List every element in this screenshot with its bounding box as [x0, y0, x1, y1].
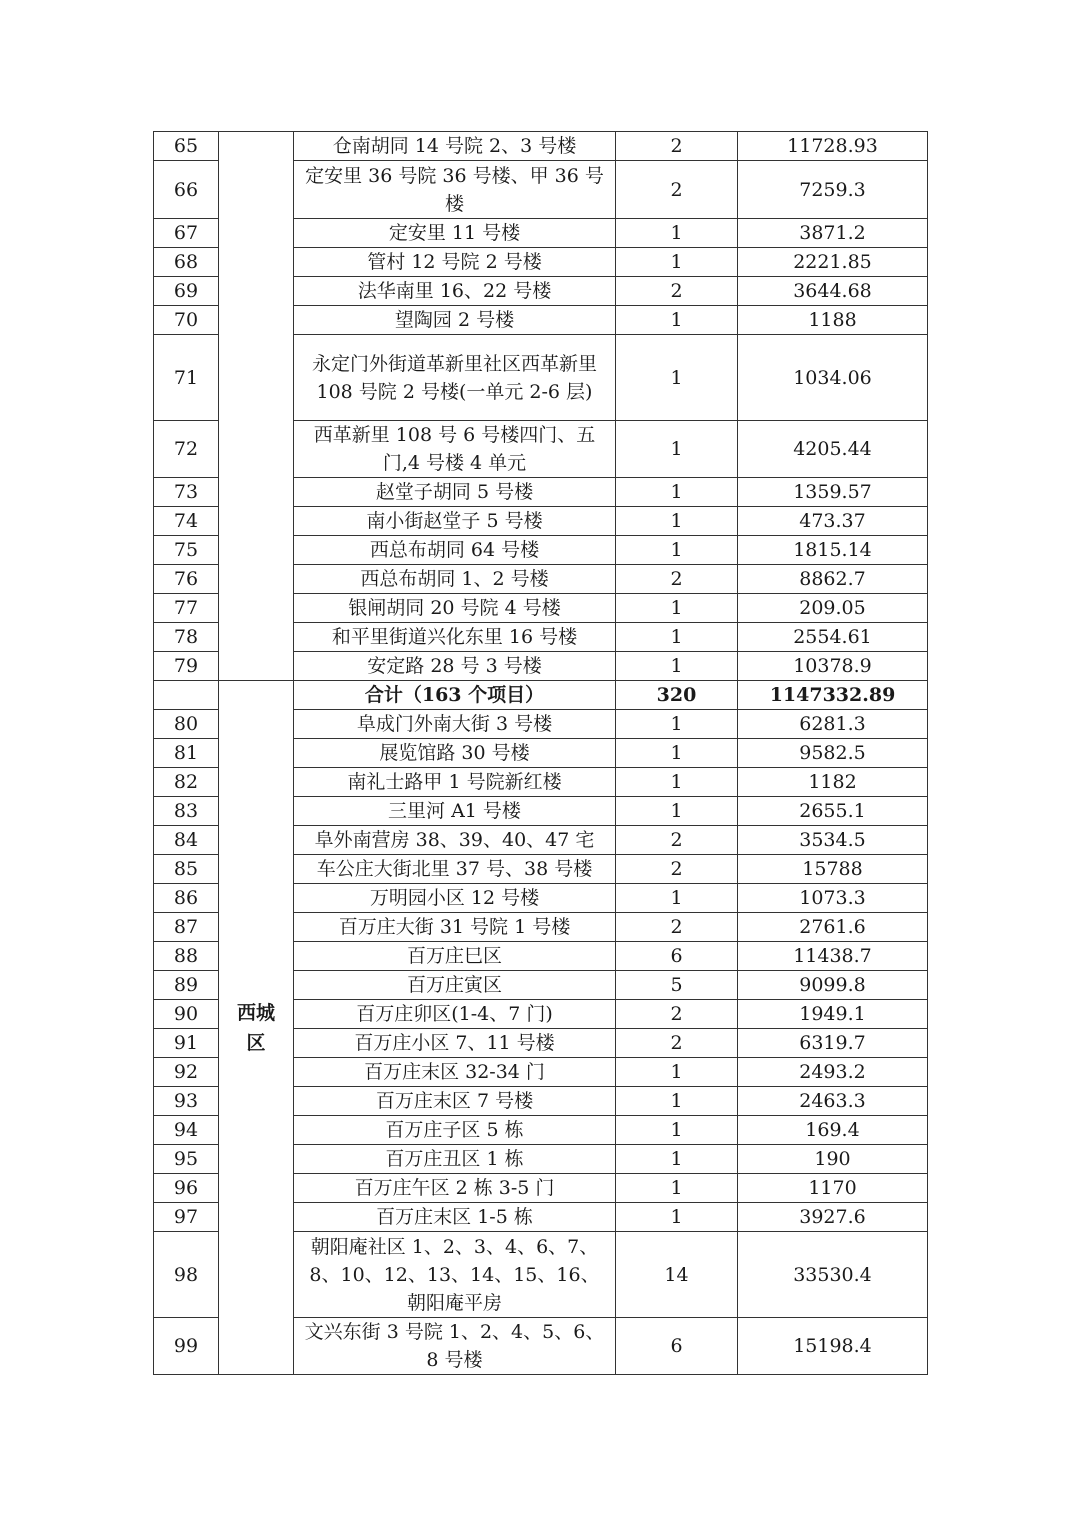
building-count: 6	[616, 942, 738, 971]
row-number: 88	[154, 942, 219, 971]
row-number: 82	[154, 768, 219, 797]
total-count: 320	[616, 681, 738, 710]
row-number: 74	[154, 507, 219, 536]
building-count: 1	[616, 884, 738, 913]
floor-area: 15788	[738, 855, 928, 884]
building-count: 2	[616, 161, 738, 219]
project-name: 南礼士路甲 1 号院新红楼	[294, 768, 616, 797]
floor-area: 2463.3	[738, 1087, 928, 1116]
floor-area: 2221.85	[738, 248, 928, 277]
building-count: 2	[616, 565, 738, 594]
floor-area: 6319.7	[738, 1029, 928, 1058]
row-number: 77	[154, 594, 219, 623]
floor-area: 190	[738, 1145, 928, 1174]
floor-area: 2761.6	[738, 913, 928, 942]
building-count: 5	[616, 971, 738, 1000]
building-count: 1	[616, 306, 738, 335]
building-count: 1	[616, 478, 738, 507]
project-name: 文兴东街 3 号院 1、2、4、5、6、8 号楼	[294, 1318, 616, 1375]
building-count: 2	[616, 1000, 738, 1029]
building-count: 2	[616, 277, 738, 306]
floor-area: 3534.5	[738, 826, 928, 855]
floor-area: 3927.6	[738, 1203, 928, 1232]
row-number: 96	[154, 1174, 219, 1203]
project-name: 车公庄大街北里 37 号、38 号楼	[294, 855, 616, 884]
row-number: 76	[154, 565, 219, 594]
project-name: 百万庄大街 31 号院 1 号楼	[294, 913, 616, 942]
row-number: 99	[154, 1318, 219, 1375]
floor-area: 3644.68	[738, 277, 928, 306]
row-number: 79	[154, 652, 219, 681]
total-row	[154, 681, 928, 710]
building-count: 2	[616, 1029, 738, 1058]
project-name: 南小街赵堂子 5 号楼	[294, 507, 616, 536]
floor-area: 4205.44	[738, 421, 928, 478]
building-count: 1	[616, 248, 738, 277]
building-count: 14	[616, 1232, 738, 1318]
floor-area: 1359.57	[738, 478, 928, 507]
floor-area: 1170	[738, 1174, 928, 1203]
building-count: 2	[616, 855, 738, 884]
project-name: 三里河 A1 号楼	[294, 797, 616, 826]
table-body	[154, 132, 928, 1375]
row-number: 83	[154, 797, 219, 826]
project-name: 赵堂子胡同 5 号楼	[294, 478, 616, 507]
row-number: 84	[154, 826, 219, 855]
building-count: 1	[616, 739, 738, 768]
row-number: 94	[154, 1116, 219, 1145]
floor-area: 11728.93	[738, 132, 928, 161]
row-number: 97	[154, 1203, 219, 1232]
row-number: 86	[154, 884, 219, 913]
building-count: 2	[616, 913, 738, 942]
floor-area: 1188	[738, 306, 928, 335]
floor-area: 6281.3	[738, 710, 928, 739]
project-name: 百万庄卯区(1-4、7 门)	[294, 1000, 616, 1029]
row-number: 65	[154, 132, 219, 161]
floor-area: 15198.4	[738, 1318, 928, 1375]
row-number: 81	[154, 739, 219, 768]
housing-project-table	[153, 131, 928, 1375]
building-count: 1	[616, 594, 738, 623]
building-count: 1	[616, 652, 738, 681]
building-count: 1	[616, 1145, 738, 1174]
row-number: 92	[154, 1058, 219, 1087]
floor-area: 1034.06	[738, 335, 928, 421]
row-number: 72	[154, 421, 219, 478]
building-count: 2	[616, 132, 738, 161]
floor-area: 169.4	[738, 1116, 928, 1145]
floor-area: 9582.5	[738, 739, 928, 768]
project-name: 百万庄寅区	[294, 971, 616, 1000]
row-number: 68	[154, 248, 219, 277]
floor-area: 8862.7	[738, 565, 928, 594]
row-number: 73	[154, 478, 219, 507]
floor-area: 10378.9	[738, 652, 928, 681]
floor-area: 1815.14	[738, 536, 928, 565]
floor-area: 2655.1	[738, 797, 928, 826]
floor-area: 2554.61	[738, 623, 928, 652]
floor-area: 209.05	[738, 594, 928, 623]
floor-area: 7259.3	[738, 161, 928, 219]
building-count: 1	[616, 335, 738, 421]
floor-area: 33530.4	[738, 1232, 928, 1318]
row-number: 91	[154, 1029, 219, 1058]
building-count: 1	[616, 1116, 738, 1145]
building-count: 1	[616, 797, 738, 826]
project-name: 定安里 36 号院 36 号楼、甲 36 号楼	[294, 161, 616, 219]
building-count: 1	[616, 536, 738, 565]
building-count: 2	[616, 826, 738, 855]
row-number: 93	[154, 1087, 219, 1116]
row-number: 95	[154, 1145, 219, 1174]
row-number: 70	[154, 306, 219, 335]
project-name: 法华南里 16、22 号楼	[294, 277, 616, 306]
building-count: 1	[616, 421, 738, 478]
total-row-number-blank	[154, 681, 219, 710]
project-name: 展览馆路 30 号楼	[294, 739, 616, 768]
project-name: 西总布胡同 64 号楼	[294, 536, 616, 565]
row-number: 98	[154, 1232, 219, 1318]
building-count: 1	[616, 623, 738, 652]
project-name: 银闸胡同 20 号院 4 号楼	[294, 594, 616, 623]
row-number: 75	[154, 536, 219, 565]
building-count: 1	[616, 1087, 738, 1116]
project-name: 永定门外街道革新里社区西革新里 108 号院 2 号楼(一单元 2-6 层)	[294, 335, 616, 421]
building-count: 1	[616, 507, 738, 536]
project-name: 阜外南营房 38、39、40、47 宅	[294, 826, 616, 855]
row-number: 67	[154, 219, 219, 248]
project-name: 西革新里 108 号 6 号楼四门、五门,4 号楼 4 单元	[294, 421, 616, 478]
row-number: 90	[154, 1000, 219, 1029]
row-number: 66	[154, 161, 219, 219]
building-count: 6	[616, 1318, 738, 1375]
floor-area: 9099.8	[738, 971, 928, 1000]
project-name: 百万庄末区 32-34 门	[294, 1058, 616, 1087]
project-name: 管村 12 号院 2 号楼	[294, 248, 616, 277]
building-count: 1	[616, 1174, 738, 1203]
project-name: 百万庄子区 5 栋	[294, 1116, 616, 1145]
floor-area: 473.37	[738, 507, 928, 536]
floor-area: 3871.2	[738, 219, 928, 248]
project-name: 百万庄午区 2 栋 3-5 门	[294, 1174, 616, 1203]
floor-area: 11438.7	[738, 942, 928, 971]
project-name: 望陶园 2 号楼	[294, 306, 616, 335]
building-count: 1	[616, 219, 738, 248]
project-name: 百万庄小区 7、11 号楼	[294, 1029, 616, 1058]
project-name: 百万庄末区 1-5 栋	[294, 1203, 616, 1232]
table-row	[154, 132, 928, 161]
building-count: 1	[616, 710, 738, 739]
project-name: 百万庄丑区 1 栋	[294, 1145, 616, 1174]
total-label: 合计（163 个项目）	[294, 681, 616, 710]
row-number: 69	[154, 277, 219, 306]
building-count: 1	[616, 1058, 738, 1087]
floor-area: 1073.3	[738, 884, 928, 913]
project-name: 定安里 11 号楼	[294, 219, 616, 248]
project-name: 西总布胡同 1、2 号楼	[294, 565, 616, 594]
row-number: 80	[154, 710, 219, 739]
row-number: 71	[154, 335, 219, 421]
project-name: 仓南胡同 14 号院 2、3 号楼	[294, 132, 616, 161]
row-number: 78	[154, 623, 219, 652]
floor-area: 1182	[738, 768, 928, 797]
project-name: 百万庄巳区	[294, 942, 616, 971]
district-cell-blank	[219, 132, 294, 681]
floor-area: 2493.2	[738, 1058, 928, 1087]
project-name: 万明园小区 12 号楼	[294, 884, 616, 913]
project-name: 百万庄末区 7 号楼	[294, 1087, 616, 1116]
project-name: 安定路 28 号 3 号楼	[294, 652, 616, 681]
row-number: 87	[154, 913, 219, 942]
total-area: 1147332.89	[738, 681, 928, 710]
district-cell: 西城区	[219, 681, 294, 1375]
project-name: 阜成门外南大街 3 号楼	[294, 710, 616, 739]
row-number: 85	[154, 855, 219, 884]
project-name: 和平里街道兴化东里 16 号楼	[294, 623, 616, 652]
building-count: 1	[616, 768, 738, 797]
project-name: 朝阳庵社区 1、2、3、4、6、7、8、10、12、13、14、15、16、朝阳庵平房	[294, 1232, 616, 1318]
row-number: 89	[154, 971, 219, 1000]
building-count: 1	[616, 1203, 738, 1232]
floor-area: 1949.1	[738, 1000, 928, 1029]
